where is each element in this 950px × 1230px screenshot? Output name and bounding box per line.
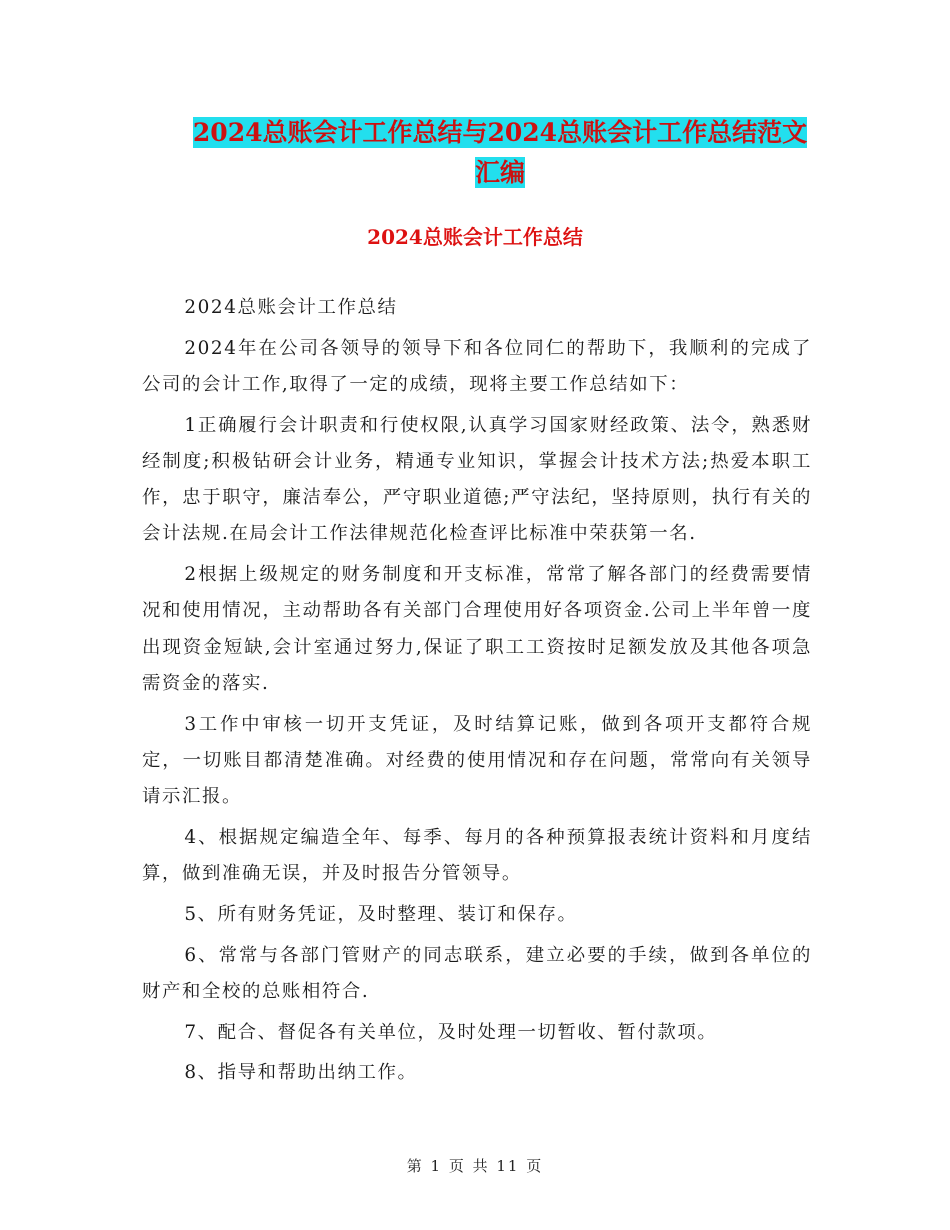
paragraph-intro: 2024年在公司各领导的领导下和各位同仁的帮助下，我顺利的完成了公司的会计工作,取得了一定的成绩，现将主要工作总结如下： (142, 337, 812, 395)
page-number-footer: 第 1 页 共 11 页 (406, 1157, 544, 1175)
paragraph-item-4: 4、根据规定编造全年、每季、每月的各种预算报表统计资料和月度结算，做到准确无误，并及时报告分管领导。 (142, 826, 812, 885)
document-title-continued (120, 153, 880, 189)
document-title-line-1: 2024总账会计工作总结与2024总账会计工作总结范文 (192, 118, 808, 147)
paragraph-item-2: 2根据上级规定的财务制度和开支标准，常常了解各部门的经费需要情况和使用情况，主动帮助各有关部门合理使用好各项资金.公司上半年曾一度出现资金短缺,会计室通过努力,保证了职工工资按时足额发放及其他各项急需资金的落实. (142, 564, 812, 694)
document-title-line-2: 汇编 (474, 158, 525, 187)
document-title (120, 113, 880, 149)
paragraph-item-1: 1正确履行会计职责和行使权限,认真学习国家财经政策、法令，熟悉财经制度;积极钻研会计业务，精通专业知识，掌握会计技术方法;热爱本职工作，忠于职守，廉洁奉公，严守职业道德;严守法纪，坚持原则，执行有关的会计法规.在局会计工作法律规范化检查评比标准中荣获第一名. (142, 414, 812, 545)
paragraph-item-7: 7、配合、督促各有关单位，及时处理一切暂收、暂付款项。 (184, 1021, 718, 1043)
document-body (142, 290, 812, 1096)
paragraph-item-3: 3工作中审核一切开支凭证，及时结算记账，做到各项开支都符合规定，一切账目都清楚准确。对经费的使用情况和存在问题，常常向有关领导请示汇报。 (142, 713, 812, 808)
paragraph-item-5: 5、所有财务凭证，及时整理、装订和保存。 (184, 903, 578, 925)
section-title: 2024总账会计工作总结 (367, 225, 583, 249)
paragraph-heading: 2024总账会计工作总结 (184, 297, 398, 318)
paragraph-item-8: 8、指导和帮助出纳工作。 (184, 1062, 418, 1084)
paragraph-item-6: 6、常常与各部门管财产的同志联系，建立必要的手续，做到各单位的财产和全校的总账相符合. (142, 944, 812, 1002)
